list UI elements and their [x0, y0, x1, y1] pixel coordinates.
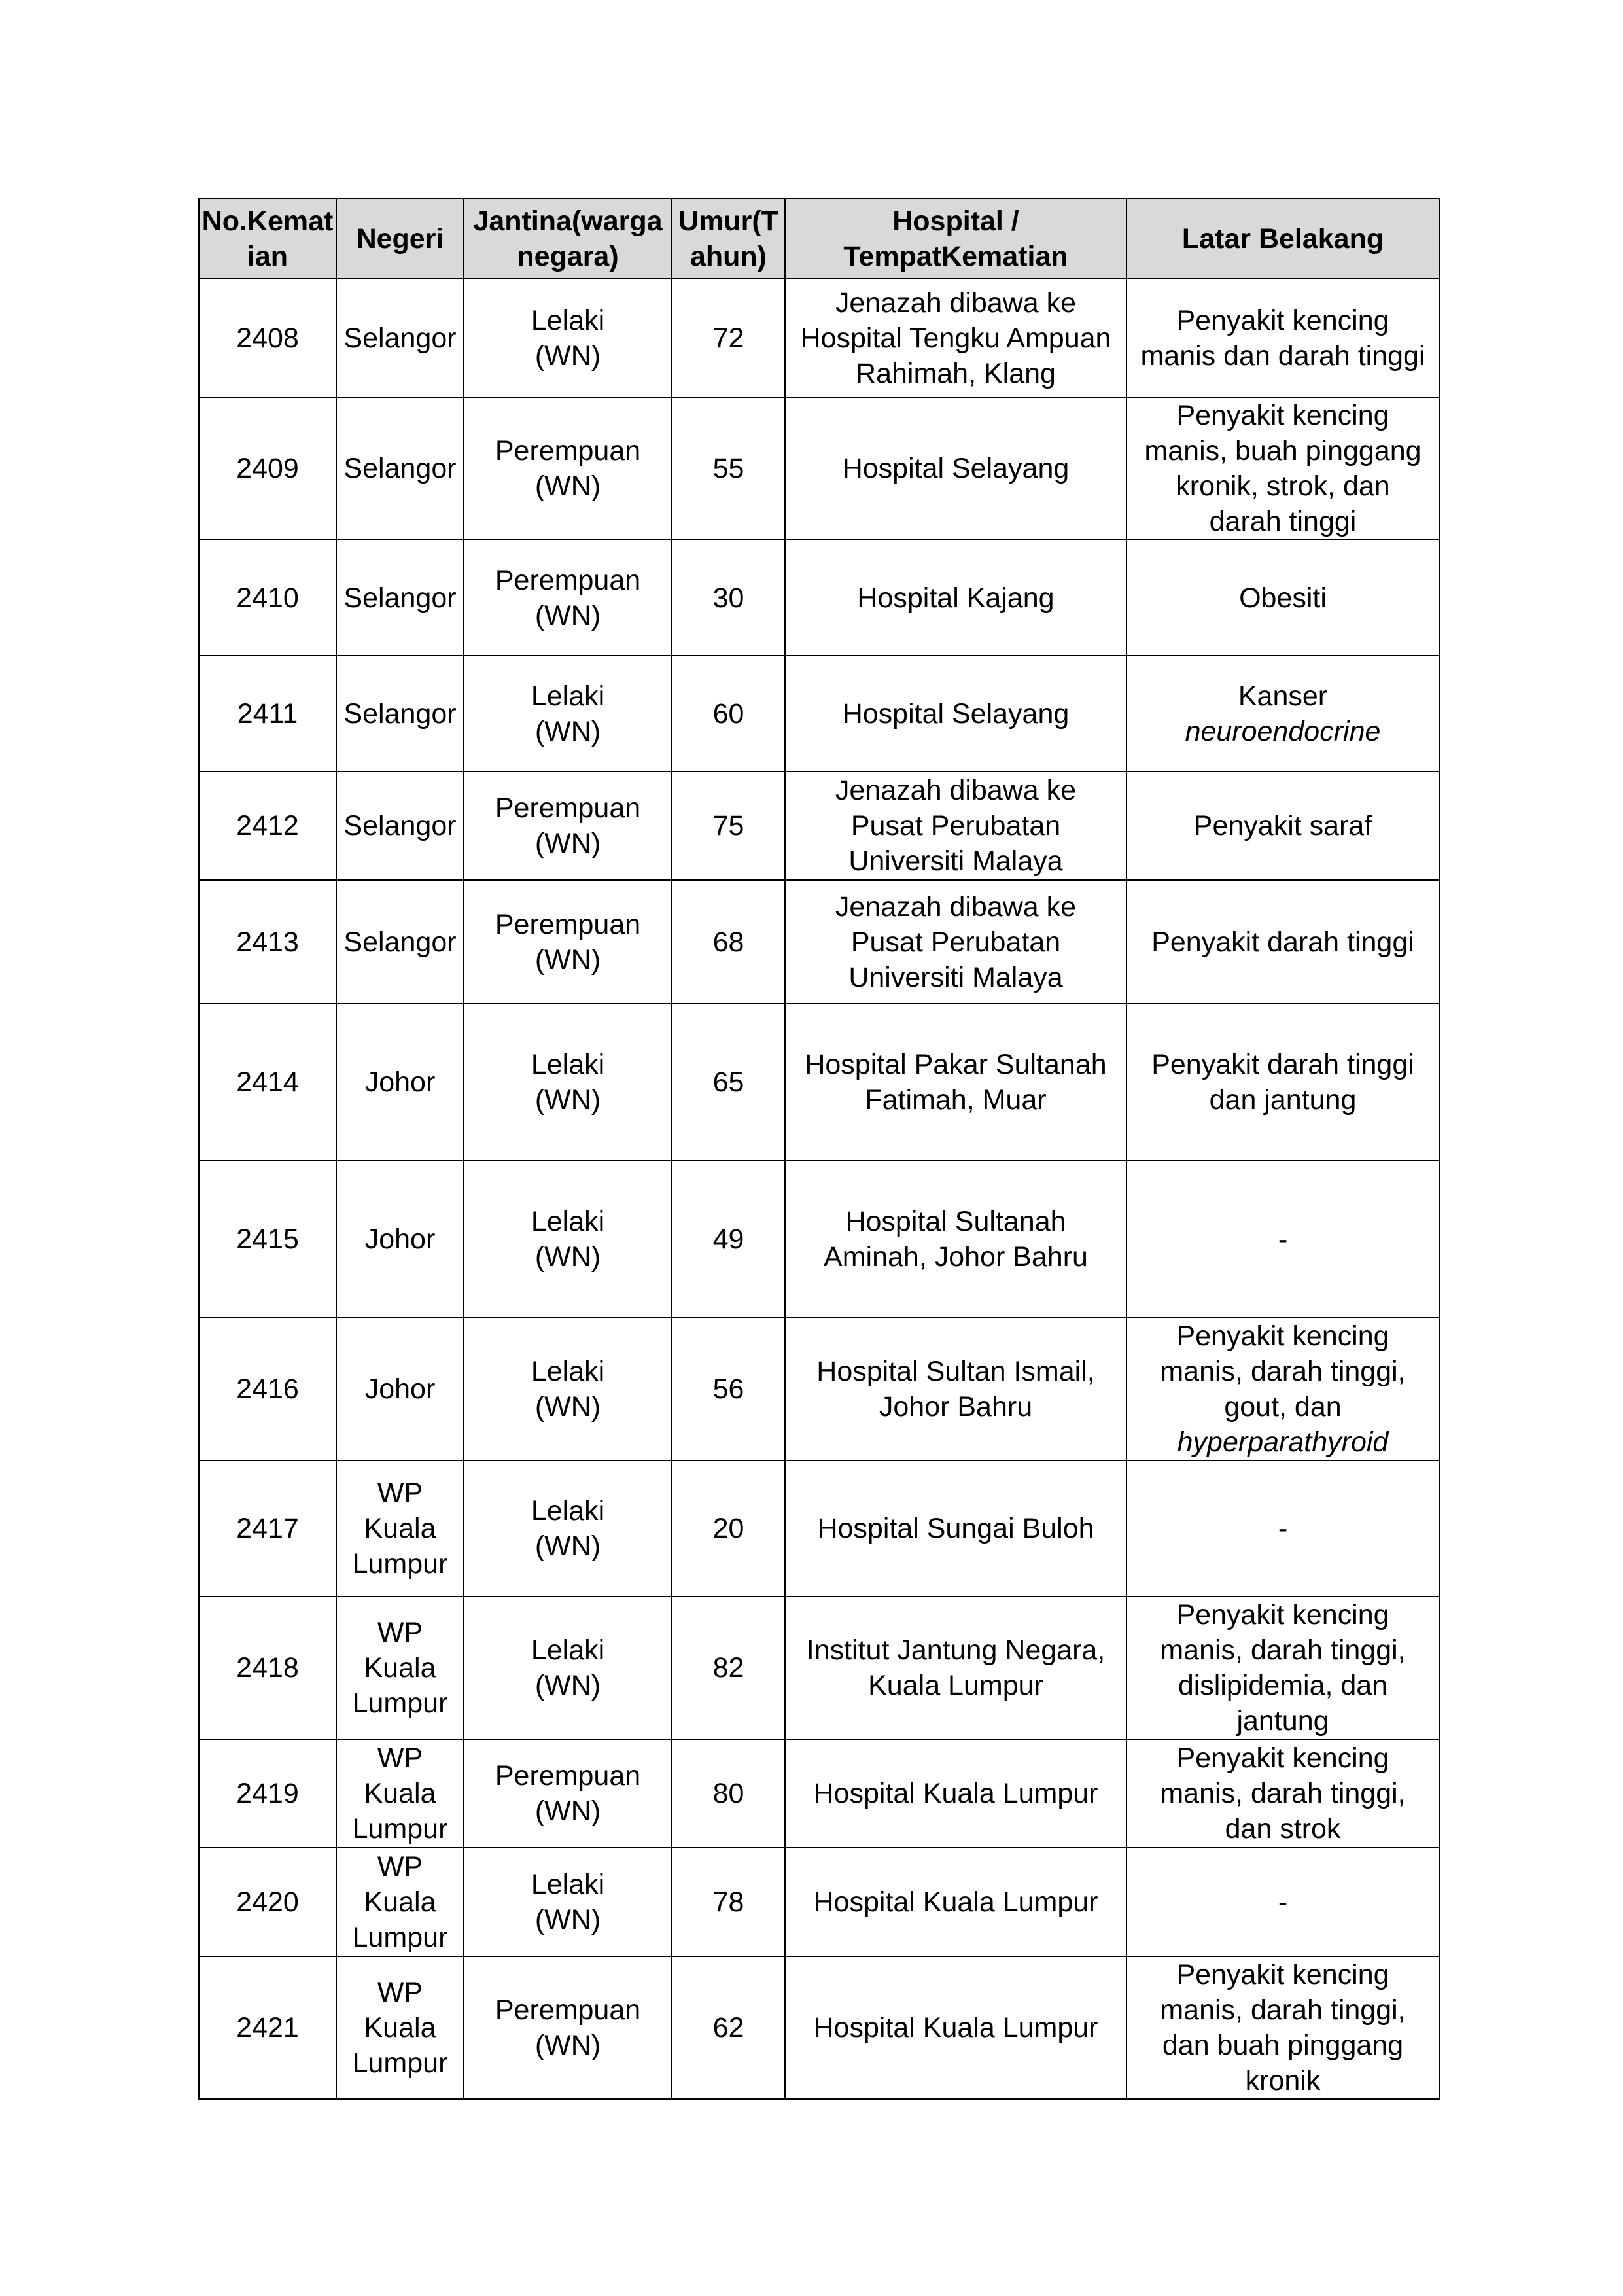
cell-negeri-line: Lumpur — [352, 1687, 448, 1719]
cell-no-kematian: 2420 — [199, 1848, 336, 1956]
cell-jantina-line: (WN) — [534, 340, 601, 372]
table-row — [199, 880, 1439, 1004]
cell-latar-belakang-line: dan jantung — [1209, 1084, 1357, 1116]
table-row — [199, 1004, 1439, 1161]
cell-latar-belakang-line: Penyakit darah tinggi — [1151, 1049, 1414, 1080]
cell-negeri-line: WP — [377, 1977, 423, 2008]
header-no-kematian — [199, 198, 336, 279]
cell-latar-belakang-line: hyperparathyroid — [1177, 1426, 1389, 1458]
cell-jantina-line: (WN) — [534, 828, 601, 859]
cell-latar-belakang-line: manis dan darah tinggi — [1140, 340, 1425, 372]
cell-jantina-line: (WN) — [534, 1241, 601, 1273]
cell-negeri-line: Selangor — [343, 926, 457, 958]
cell-jantina-line: Lelaki — [531, 1206, 605, 1237]
cell-jantina-line: Perempuan — [495, 1760, 641, 1792]
cell-jantina-line: Perempuan — [495, 908, 641, 940]
table-row — [199, 1318, 1439, 1460]
cell-no-kematian: 2409 — [199, 397, 336, 540]
cell-hospital-line: Institut Jantung Negara, — [806, 1634, 1106, 1666]
cell-jantina — [464, 880, 672, 1004]
cell-negeri-line: Kuala — [364, 2012, 436, 2043]
header-jantina-line: Jantina — [473, 205, 572, 237]
cell-latar-belakang — [1126, 279, 1439, 397]
cell-negeri-line: Lumpur — [352, 2047, 448, 2079]
cell-hospital-line: Rahimah, Klang — [856, 357, 1056, 389]
cell-jantina-line: (WN) — [534, 470, 601, 502]
cell-hospital-line: Hospital Sultan Ismail, — [816, 1356, 1095, 1387]
cell-latar-belakang — [1126, 1848, 1439, 1956]
cell-hospital-line: Fatimah, Muar — [865, 1084, 1047, 1116]
table-row — [199, 1956, 1439, 2099]
cell-no-kematian: 2413 — [199, 880, 336, 1004]
cell-jantina — [464, 1318, 672, 1460]
table-row — [199, 1848, 1439, 1956]
table-row — [199, 656, 1439, 771]
cell-latar-belakang-line: manis, darah tinggi, — [1160, 1634, 1406, 1666]
header-hospital-line: Hospital / Tempat — [843, 205, 1019, 272]
cell-jantina — [464, 656, 672, 771]
cell-latar-belakang — [1126, 880, 1439, 1004]
cell-hospital-line: Hospital Tengku Ampuan — [800, 322, 1111, 354]
header-latar-belakang — [1126, 198, 1439, 279]
cell-hospital-line: Hospital Selayang — [842, 698, 1070, 730]
cell-latar-belakang-line: manis, darah tinggi, — [1160, 1778, 1406, 1809]
cell-negeri-line: Johor — [364, 1067, 436, 1098]
cell-hospital-line: Pusat Perubatan — [850, 810, 1061, 841]
cell-latar-belakang-line: - — [1278, 1513, 1288, 1544]
cell-latar-belakang-line: Penyakit kencing — [1176, 304, 1389, 336]
cell-no-kematian: 2408 — [199, 279, 336, 397]
cell-negeri — [336, 1848, 464, 1956]
cell-latar-belakang — [1126, 771, 1439, 880]
cell-umur: 80 — [672, 1739, 785, 1848]
cell-latar-belakang-line: Penyakit kencing — [1176, 400, 1389, 431]
cell-latar-belakang-line: Penyakit kencing — [1176, 1320, 1389, 1352]
cell-negeri-line: Lumpur — [352, 1813, 448, 1845]
cell-hospital-line: Hospital Sultanah — [845, 1206, 1066, 1237]
deaths-table — [198, 198, 1440, 2100]
cell-jantina — [464, 397, 672, 540]
cell-latar-belakang — [1126, 1956, 1439, 2099]
header-row — [199, 198, 1439, 279]
header-negeri-line: Negeri — [356, 222, 444, 255]
cell-no-kematian: 2419 — [199, 1739, 336, 1848]
cell-hospital-line: Hospital Kuala Lumpur — [813, 1886, 1098, 1918]
cell-hospital-line: Hospital Pakar Sultanah — [805, 1049, 1107, 1080]
cell-latar-belakang — [1126, 1739, 1439, 1848]
cell-negeri-line: Kuala — [364, 1652, 436, 1684]
cell-negeri — [336, 1318, 464, 1460]
cell-negeri — [336, 1460, 464, 1597]
cell-latar-belakang — [1126, 1460, 1439, 1597]
header-jantina-line: (warganegara) — [517, 205, 663, 272]
cell-latar-belakang-line: jantung — [1236, 1705, 1329, 1737]
cell-latar-belakang — [1126, 397, 1439, 540]
cell-hospital — [785, 1318, 1126, 1460]
cell-jantina-line: Lelaki — [531, 1634, 605, 1666]
cell-latar-belakang — [1126, 1318, 1439, 1460]
cell-hospital-line: Johor Bahru — [879, 1391, 1033, 1422]
cell-negeri-line: Selangor — [343, 698, 457, 730]
cell-negeri — [336, 1956, 464, 2099]
cell-no-kematian: 2415 — [199, 1161, 336, 1318]
cell-negeri-line: Selangor — [343, 322, 457, 354]
header-hospital — [785, 198, 1126, 279]
cell-hospital — [785, 540, 1126, 656]
cell-hospital — [785, 1161, 1126, 1318]
cell-umur: 72 — [672, 279, 785, 397]
cell-latar-belakang-line: Penyakit kencing — [1176, 1959, 1389, 1990]
cell-latar-belakang-line: dan buah pinggang — [1162, 2030, 1404, 2061]
cell-hospital-line: Jenazah dibawa ke — [835, 287, 1077, 319]
header-jantina — [464, 198, 672, 279]
header-no-kematian-line: Kematian — [247, 205, 334, 272]
cell-negeri-line: WP — [377, 1477, 423, 1509]
cell-latar-belakang-line: Obesiti — [1239, 582, 1327, 614]
cell-jantina-line: Perempuan — [495, 1994, 641, 2026]
cell-negeri-line: Selangor — [343, 453, 457, 484]
cell-umur: 60 — [672, 656, 785, 771]
cell-umur: 55 — [672, 397, 785, 540]
cell-hospital-line: Jenazah dibawa ke — [835, 891, 1077, 923]
cell-jantina — [464, 540, 672, 656]
table-row — [199, 1161, 1439, 1318]
cell-jantina-line: Lelaki — [531, 1049, 605, 1080]
table-row — [199, 397, 1439, 540]
cell-negeri — [336, 1739, 464, 1848]
cell-umur: 78 — [672, 1848, 785, 1956]
cell-hospital — [785, 1848, 1126, 1956]
cell-hospital — [785, 397, 1126, 540]
header-latar-belakang-line: Latar Belakang — [1181, 222, 1384, 255]
cell-umur: 30 — [672, 540, 785, 656]
cell-negeri-line: Lumpur — [352, 1922, 448, 1953]
cell-latar-belakang — [1126, 656, 1439, 771]
cell-latar-belakang-line: kronik — [1245, 2065, 1321, 2096]
cell-no-kematian: 2418 — [199, 1597, 336, 1739]
cell-hospital — [785, 1460, 1126, 1597]
cell-umur: 49 — [672, 1161, 785, 1318]
cell-negeri-line: WP — [377, 1851, 423, 1882]
cell-hospital — [785, 771, 1126, 880]
table-row — [199, 1597, 1439, 1739]
cell-negeri-line: Kuala — [364, 1778, 436, 1809]
table-row — [199, 279, 1439, 397]
cell-latar-belakang-line: Penyakit kencing — [1176, 1742, 1389, 1774]
cell-hospital-line: Jenazah dibawa ke — [835, 775, 1077, 806]
cell-jantina-line: (WN) — [534, 944, 601, 976]
cell-negeri — [336, 1161, 464, 1318]
cell-jantina — [464, 1848, 672, 1956]
cell-jantina-line: (WN) — [534, 599, 601, 631]
cell-jantina-line: (WN) — [534, 1904, 601, 1935]
header-umur-line: (Tahun) — [689, 205, 778, 272]
cell-latar-belakang — [1126, 1597, 1439, 1739]
cell-latar-belakang — [1126, 1004, 1439, 1161]
cell-negeri-line: Kuala — [364, 1513, 436, 1544]
cell-latar-belakang-line: Kanser — [1238, 680, 1328, 712]
cell-negeri-line: Selangor — [343, 582, 457, 614]
cell-negeri — [336, 1597, 464, 1739]
cell-hospital-line: Hospital Selayang — [842, 453, 1070, 484]
cell-umur: 68 — [672, 880, 785, 1004]
cell-latar-belakang-line: dislipidemia, dan — [1178, 1670, 1388, 1701]
cell-hospital — [785, 880, 1126, 1004]
cell-jantina-line: Perempuan — [495, 564, 641, 596]
cell-hospital-line: Universiti Malaya — [848, 845, 1063, 877]
cell-negeri-line: WP — [377, 1742, 423, 1774]
cell-latar-belakang-line: gout, dan — [1224, 1391, 1342, 1422]
cell-latar-belakang-line: neuroendocrine — [1185, 715, 1381, 747]
cell-negeri-line: Johor — [364, 1224, 436, 1255]
cell-jantina-line: (WN) — [534, 1084, 601, 1116]
table-body — [199, 279, 1439, 2099]
cell-jantina-line: Perempuan — [495, 792, 641, 824]
cell-latar-belakang-line: - — [1278, 1886, 1288, 1918]
cell-latar-belakang-line: kronik, strok, dan — [1176, 470, 1390, 502]
cell-latar-belakang-line: manis, darah tinggi, — [1160, 1356, 1406, 1387]
cell-negeri — [336, 1004, 464, 1161]
cell-negeri-line: Johor — [364, 1373, 436, 1405]
cell-jantina — [464, 1597, 672, 1739]
cell-jantina-line: (WN) — [534, 1391, 601, 1422]
cell-negeri — [336, 771, 464, 880]
table-row — [199, 771, 1439, 880]
cell-latar-belakang-line: darah tinggi — [1209, 506, 1357, 537]
cell-jantina-line: Lelaki — [531, 680, 605, 712]
cell-jantina-line: (WN) — [534, 715, 601, 747]
header-negeri — [336, 198, 464, 279]
cell-hospital-line: Pusat Perubatan — [850, 926, 1061, 958]
cell-jantina-line: (WN) — [534, 2030, 601, 2061]
header-umur — [672, 198, 785, 279]
cell-jantina-line: Lelaki — [531, 1356, 605, 1387]
cell-jantina-line: Perempuan — [495, 435, 641, 467]
cell-hospital-line: Hospital Kuala Lumpur — [813, 1778, 1098, 1809]
cell-jantina-line: Lelaki — [531, 1869, 605, 1900]
cell-umur: 75 — [672, 771, 785, 880]
cell-latar-belakang-line: dan strok — [1225, 1813, 1341, 1845]
cell-hospital — [785, 1004, 1126, 1161]
cell-hospital-line: Universiti Malaya — [848, 961, 1063, 993]
cell-negeri — [336, 880, 464, 1004]
cell-umur: 62 — [672, 1956, 785, 2099]
cell-no-kematian: 2412 — [199, 771, 336, 880]
cell-negeri — [336, 540, 464, 656]
cell-negeri-line: Lumpur — [352, 1548, 448, 1580]
cell-hospital — [785, 1956, 1126, 2099]
cell-umur: 56 — [672, 1318, 785, 1460]
cell-no-kematian: 2417 — [199, 1460, 336, 1597]
cell-jantina — [464, 1004, 672, 1161]
header-hospital-line: Kematian — [941, 240, 1068, 272]
cell-jantina-line: Lelaki — [531, 1495, 605, 1527]
cell-latar-belakang-line: Penyakit saraf — [1193, 810, 1372, 841]
table-row — [199, 540, 1439, 656]
cell-latar-belakang — [1126, 540, 1439, 656]
cell-latar-belakang-line: manis, buah pinggang — [1144, 435, 1422, 467]
cell-latar-belakang-line: - — [1278, 1224, 1288, 1255]
cell-jantina-line: (WN) — [534, 1530, 601, 1562]
cell-hospital-line: Hospital Kuala Lumpur — [813, 2012, 1098, 2043]
cell-jantina — [464, 1956, 672, 2099]
cell-no-kematian: 2416 — [199, 1318, 336, 1460]
cell-negeri — [336, 397, 464, 540]
cell-negeri-line: Kuala — [364, 1886, 436, 1918]
cell-negeri — [336, 279, 464, 397]
cell-umur: 82 — [672, 1597, 785, 1739]
cell-negeri-line: WP — [377, 1617, 423, 1648]
cell-hospital-line: Aminah, Johor Bahru — [824, 1241, 1088, 1273]
cell-latar-belakang — [1126, 1161, 1439, 1318]
cell-hospital — [785, 656, 1126, 771]
cell-no-kematian: 2414 — [199, 1004, 336, 1161]
cell-latar-belakang-line: manis, darah tinggi, — [1160, 1994, 1406, 2026]
header-umur-line: Umur — [678, 205, 752, 237]
cell-umur: 20 — [672, 1460, 785, 1597]
cell-jantina-line: (WN) — [534, 1795, 601, 1827]
cell-jantina — [464, 1739, 672, 1848]
cell-no-kematian: 2410 — [199, 540, 336, 656]
cell-no-kematian: 2411 — [199, 656, 336, 771]
cell-hospital — [785, 1597, 1126, 1739]
cell-hospital — [785, 1739, 1126, 1848]
cell-jantina-line: (WN) — [534, 1670, 601, 1701]
cell-latar-belakang-line: Penyakit kencing — [1176, 1599, 1389, 1631]
cell-hospital-line: Hospital Sungai Buloh — [817, 1513, 1094, 1544]
cell-jantina-line: Lelaki — [531, 304, 605, 336]
cell-no-kematian: 2421 — [199, 1956, 336, 2099]
cell-latar-belakang-line: Penyakit darah tinggi — [1151, 926, 1414, 958]
cell-hospital — [785, 279, 1126, 397]
table-row — [199, 1739, 1439, 1848]
cell-umur: 65 — [672, 1004, 785, 1161]
header-no-kematian-line: No. — [201, 205, 247, 237]
cell-jantina — [464, 771, 672, 880]
cell-jantina — [464, 1460, 672, 1597]
cell-hospital-line: Kuala Lumpur — [868, 1670, 1043, 1701]
cell-negeri — [336, 656, 464, 771]
cell-jantina — [464, 1161, 672, 1318]
cell-negeri-line: Selangor — [343, 810, 457, 841]
table-row — [199, 1460, 1439, 1597]
cell-hospital-line: Hospital Kajang — [857, 582, 1055, 614]
cell-jantina — [464, 279, 672, 397]
